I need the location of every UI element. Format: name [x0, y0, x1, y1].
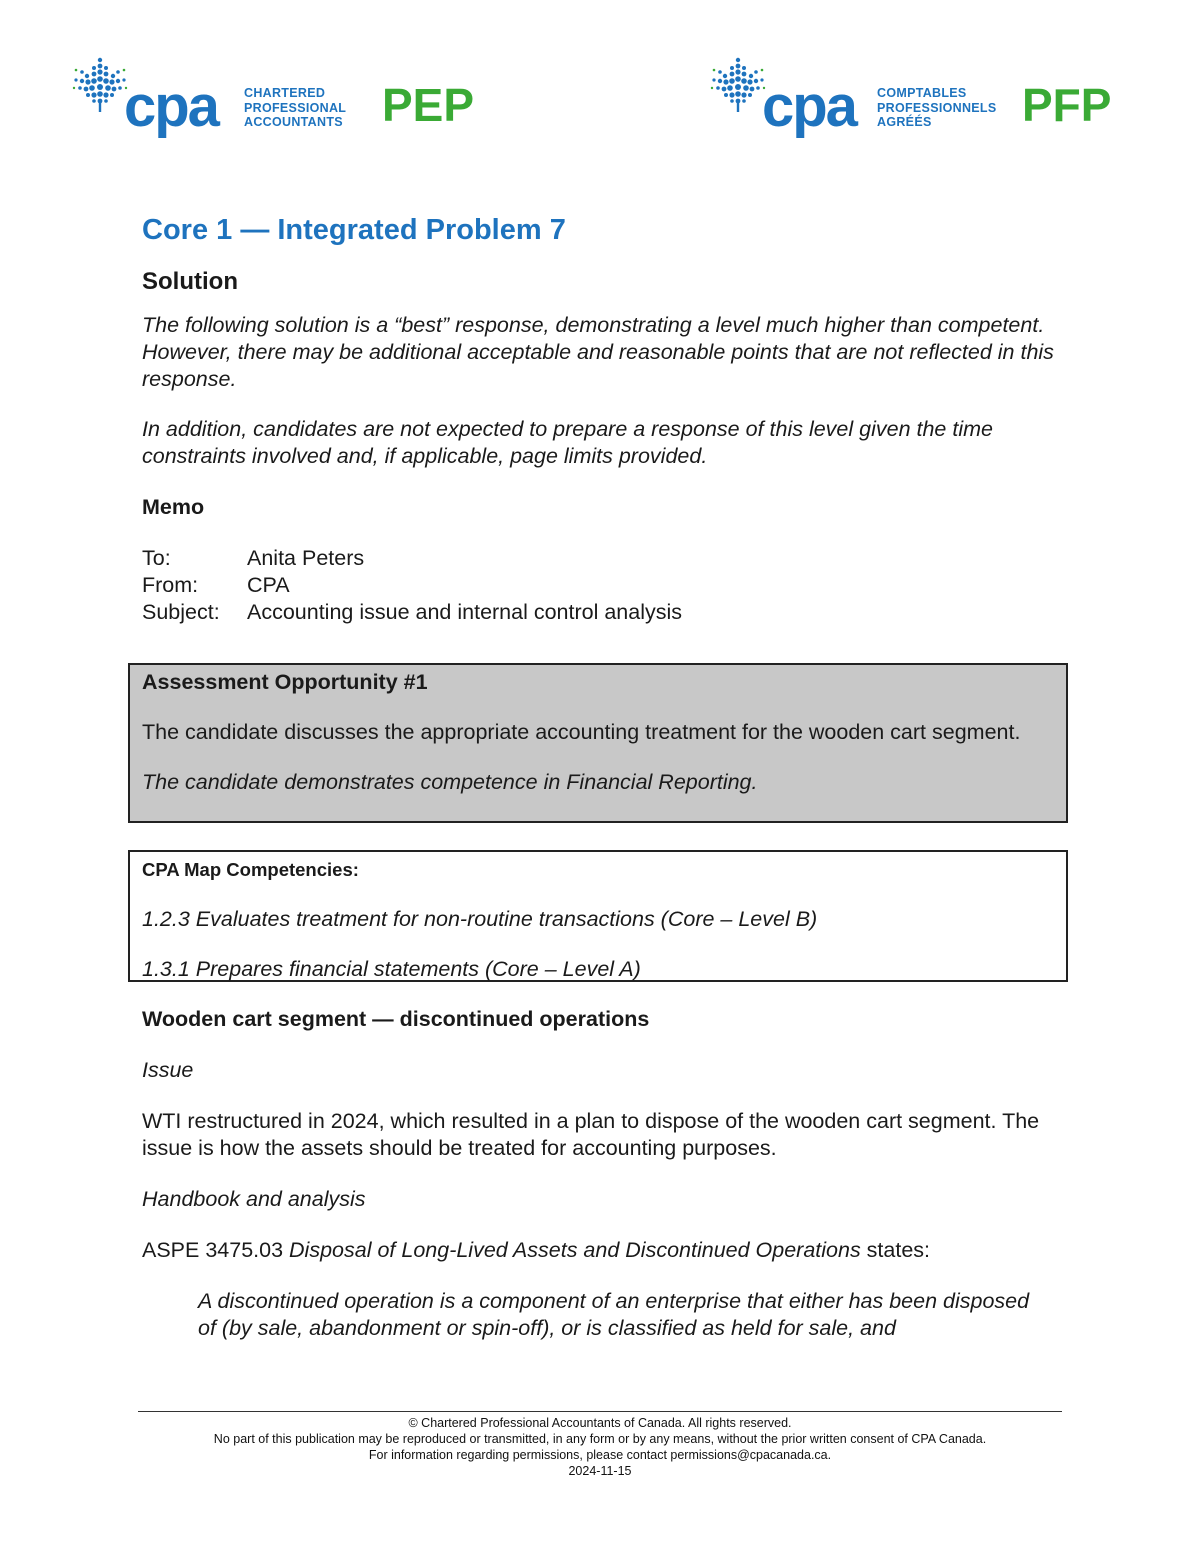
document-body-top: [142, 210, 1072, 626]
memo-row-subject: [142, 599, 1072, 626]
issue-label: Issue: [142, 1058, 194, 1082]
logo-subtitle-line: COMPTABLES: [877, 86, 967, 100]
page-footer: [100, 1415, 1100, 1479]
cpa-map-competencies-box: [128, 850, 1068, 982]
logo-subtitle-line: AGRÉÉS: [877, 115, 932, 129]
memo-value: Accounting issue and internal control analysis: [247, 600, 683, 624]
intro-paragraph-1: The following solution is a “best” response, demonstrating a level much higher than competent. However, there may be additional acceptable and reasonable points that are not reflected in this response.: [142, 313, 1054, 391]
cpa-wordmark: cpa: [124, 74, 218, 139]
aspe-suffix: states:: [860, 1238, 931, 1262]
cpa-logo-english: [72, 56, 502, 139]
document-body-bottom: [142, 1006, 1072, 1342]
issue-text: WTI restructured in 2024, which resulted in a plan to dispose of the wooden cart segment. The issue is how the assets should be treated for accounting purposes.: [142, 1109, 1040, 1160]
program-label-pfp: PFP: [1022, 79, 1112, 131]
cpa-wordmark: cpa: [762, 74, 856, 139]
logo-subtitle: [877, 86, 997, 130]
aspe-title: Disposal of Long-Lived Assets and Discontinued Operations: [289, 1238, 861, 1262]
footer-copyright: © Chartered Professional Accountants of Canada. All rights reserved.: [408, 1416, 792, 1430]
solution-heading: Solution: [142, 268, 238, 295]
logo-subtitle-line: CHARTERED: [244, 86, 326, 100]
assessment-opportunity-box: [128, 663, 1068, 823]
logo-subtitle-line: ACCOUNTANTS: [244, 115, 343, 129]
logo-subtitle-line: PROFESSIONAL: [244, 100, 347, 115]
handbook-label: Handbook and analysis: [142, 1187, 366, 1211]
memo-row-to: [142, 545, 1072, 572]
assessment-text: The candidate discusses the appropriate accounting treatment for the wooden cart segment.: [142, 720, 1021, 744]
intro-paragraph-2: In addition, candidates are not expected to prepare a response of this level given the time constraints involved and, if applicable, page limits provided.: [142, 417, 993, 468]
footer-date: 2024-11-15: [568, 1464, 632, 1478]
logo-subtitle-line: PROFESSIONNELS: [877, 100, 997, 115]
assessment-heading: Assessment Opportunity #1: [142, 670, 428, 694]
assessment-competence: The candidate demonstrates competence in Financial Reporting.: [142, 770, 758, 794]
memo-value: Anita Peters: [247, 546, 365, 570]
memo-header: [142, 545, 1072, 626]
aspe-reference: [142, 1237, 1072, 1264]
memo-row-from: [142, 572, 1072, 599]
maple-leaf-icon: [72, 56, 128, 114]
memo-heading: Memo: [142, 495, 205, 519]
map-item: 1.3.1 Prepares financial statements (Core – Level A): [142, 957, 641, 981]
memo-key: Subject:: [142, 600, 220, 624]
program-label-pep: PEP: [382, 79, 475, 131]
memo-key: To:: [142, 546, 171, 570]
logo-subtitle: [244, 86, 346, 130]
block-quote: A discontinued operation is a component of an enterprise that either has been disposed of (by sale, abandonment or spin-off), or is classified as held for sale, and: [198, 1289, 1030, 1340]
footer-rights: No part of this publication may be reproduced or transmitted, in any form or by any means, without the prior written consent of CPA Canada.: [213, 1432, 987, 1446]
map-item: 1.2.3 Evaluates treatment for non-routine transactions (Core – Level B): [142, 907, 818, 931]
memo-key: From:: [142, 573, 199, 597]
cpa-logo-french: [710, 56, 1140, 139]
maple-leaf-icon: [710, 56, 766, 114]
memo-value: CPA: [247, 573, 290, 597]
map-heading: CPA Map Competencies:: [142, 859, 359, 880]
footer-divider: [138, 1411, 1062, 1412]
page-title: Core 1 — Integrated Problem 7: [142, 214, 566, 246]
section-heading: Wooden cart segment — discontinued operations: [142, 1007, 650, 1031]
aspe-prefix: ASPE 3475.03: [142, 1238, 290, 1262]
footer-permissions: For information regarding permissions, please contact permissions@cpacanada.ca.: [368, 1448, 832, 1462]
